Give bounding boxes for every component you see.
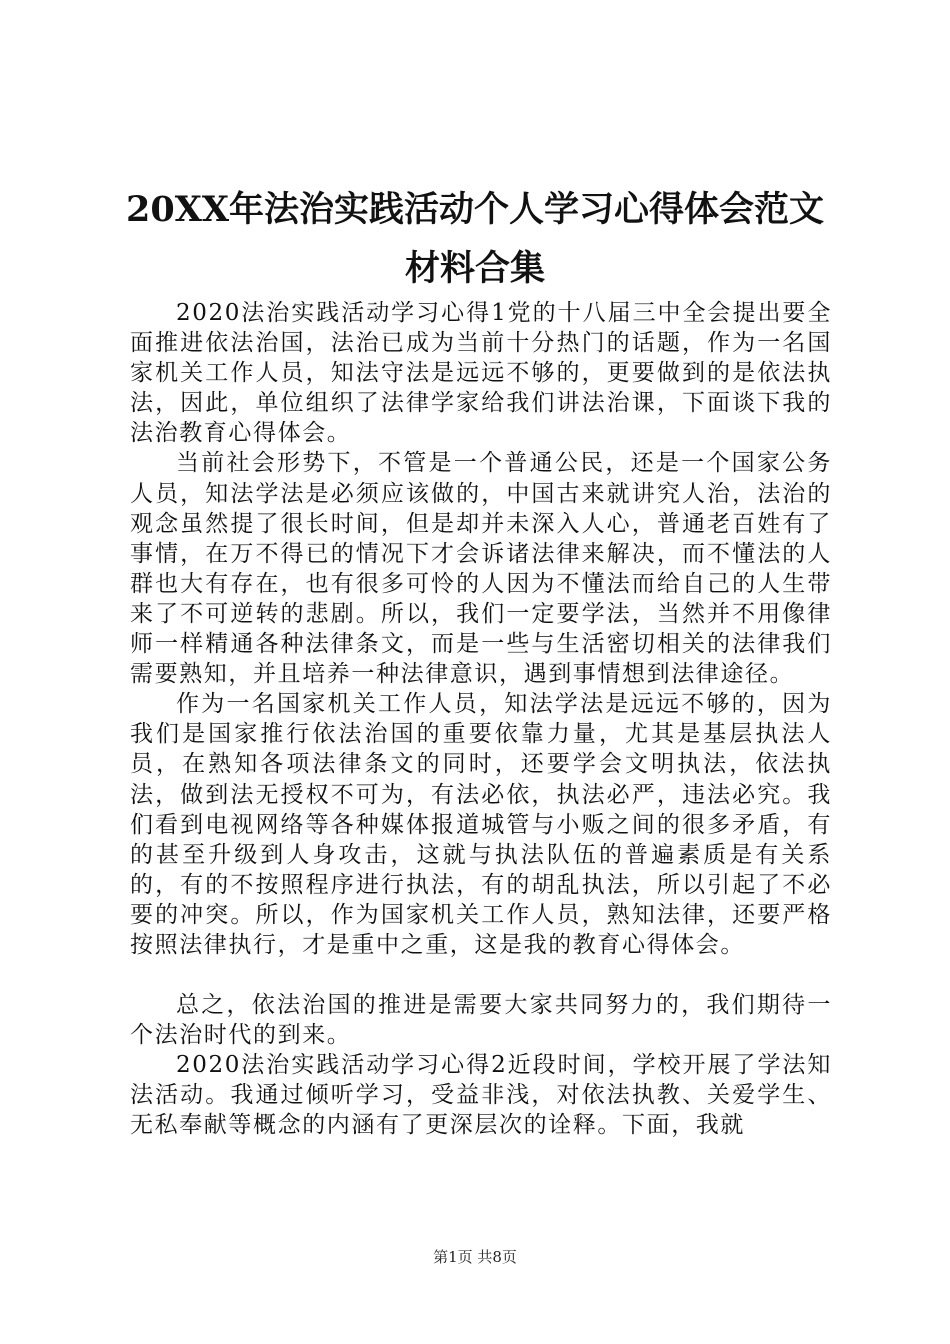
document-title-line-2: 材料合集 — [404, 248, 545, 289]
paragraph-2: 当前社会形势下，不管是一个普通公民，还是一个国家公务人员，知法学法是必须应该做的，中国古来就讲究人治，法治的观念虽然提了很长时间，但是却并未深入人心，普通老百姓有了事情，在万不得已的情况下才会诉诸法律来解决，而不懂法的人群也大有存在，也有很多可怜的人因为不懂法而给自己的人生带来了不可逆转的悲剧。所以，我们一定要学法，当然并不用像律师一样精通各种法律条文，而是一些与生活密切相关的法律我们需要熟知，并且培养一种法律意识，遇到事情想到法律途径。 — [130, 450, 832, 688]
paragraph-4: 总之，依法治国的推进是需要大家共同努力的，我们期待一个法治时代的到来。 — [130, 992, 832, 1049]
page-footer: 第1页 共8页 — [433, 1248, 517, 1266]
paragraph-5: 2020法治实践活动学习心得2近段时间，学校开展了学法知法活动。我通过倾听学习，受益非浅，对依法执教、关爱学生、无私奉献等概念的内涵有了更深层次的诠释。下面，我就 — [130, 1052, 832, 1139]
document-body — [130, 298, 832, 1141]
document-title-line-1: 20XX年法治实践活动个人学习心得体会范文 — [125, 189, 825, 230]
paragraph-3: 作为一名国家机关工作人员，知法学法是远远不够的，因为我们是国家推行依法治国的重要依靠力量，尤其是基层执法人员，在熟知各项法律条文的同时，还要学会文明执法，依法执法，做到法无授权不可为，有法必依，执法必严，违法必究。我们看到电视网络等各种媒体报道城管与小贩之间的很多矛盾，有的甚至升级到人身攻击，这就与执法队伍的普遍素质是有关系的，有的不按照程序进行执法，有的胡乱执法，所以引起了不必要的冲突。所以，作为国家机关工作人员，熟知法律，还要严格按照法律执行，才是重中之重，这是我的教育心得体会。 — [130, 691, 832, 958]
paragraph-1: 2020法治实践活动学习心得1党的十八届三中全会提出要全面推进依法治国，法治已成为当前十分热门的话题，作为一名国家机关工作人员，知法守法是远远不够的，更要做到的是依法执法，因此，单位组织了法律学家给我们讲法治课，下面谈下我的法治教育心得体会。 — [130, 300, 832, 447]
